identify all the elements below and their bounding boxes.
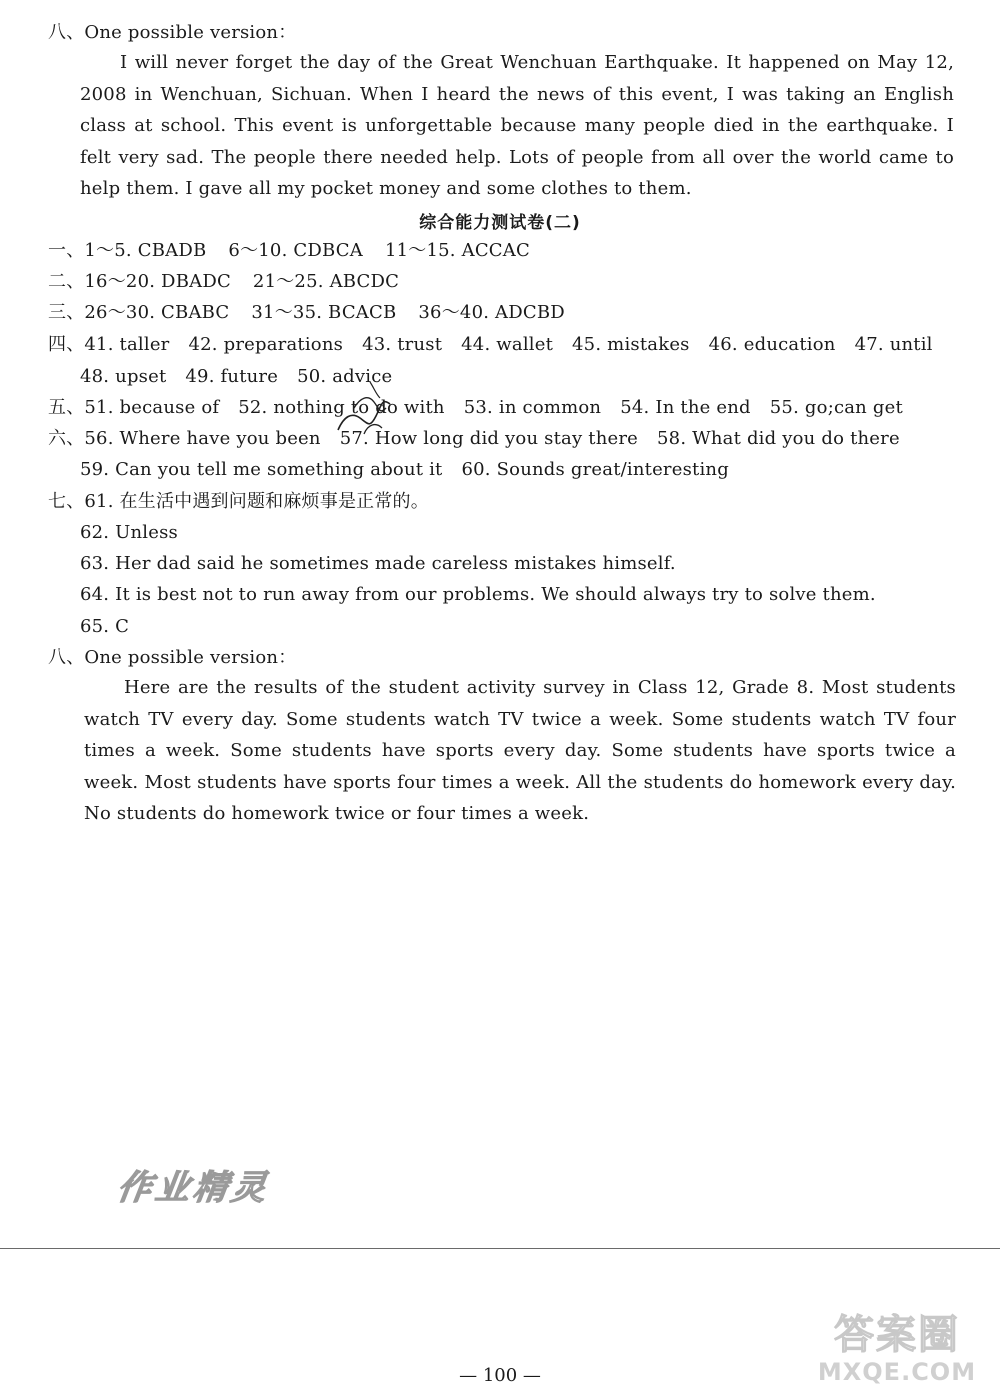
part4-label: 四、 [48,334,85,355]
part5-item: 52. nothing to do with [238,397,445,418]
part6-item: 57. How long did you stay there [339,428,639,449]
part1-c: 11～15. ACCAC [384,240,530,261]
part6-item: 59. Can you tell me something about it [80,459,443,480]
part3-a: 26～30. CBABC [84,302,230,323]
part2-b: 21～25. ABCDC [252,271,400,292]
part3-b: 31～35. BCACB [251,302,397,323]
part7-label: 七、 [48,491,85,512]
answers-part5 [48,397,903,419]
answers-part2 [48,271,399,293]
part5-label: 五、 [48,397,85,418]
part2-a: 16～20. DBADC [84,271,231,292]
part4-item: 45. mistakes [572,334,690,355]
part4-item: 50. advice [297,366,393,387]
answers-part3 [48,302,565,324]
part4-item: 49. future [185,366,279,387]
test-title: 综合能力测试卷(二) [419,213,581,233]
page-number: — 100 — [459,1365,541,1386]
watermark-logo: 作业精灵 [114,1168,273,1208]
part7-q65: 65. C [80,616,130,637]
section1-essay [80,47,954,205]
part4-item: 46. education [708,334,836,355]
part1-label: 一、 [48,240,85,261]
part5-item: 53. in common [463,397,602,418]
section2-heading: 八、One possible version： [48,647,297,668]
part4-item: 47. until [854,334,933,355]
part5-item: 54. In the end [620,397,751,418]
part7-q61: 61. 在生活中遇到问题和麻烦事是正常的。 [84,491,429,512]
part7-q63: 63. Her dad said he sometimes made careless mistakes himself. [80,553,676,574]
part5-item: 55. go;can get [769,397,903,418]
part7-q64: 64. It is best not to run away from our problems. We should always try to solve them. [80,584,876,605]
answers-part4-cont [80,366,392,388]
answers-part7 [48,491,429,513]
part1-a: 1～5. CBADB [84,240,207,261]
answers-part6-cont [80,459,729,481]
part4-item: 41. taller [84,334,170,355]
part5-item: 51. because of [84,397,220,418]
answers-part4 [48,334,933,356]
part4-item: 42. preparations [188,334,344,355]
section2-paragraph: Here are the results of the student activity survey in Class 12, Grade 8. Most students watch TV every day. Some students watch TV twice a week. Some students watch TV four times a week. Some students have sports every day. Some students have sports twice a week. Most students have sports four times a week. All the students do homework every day. No students do homework twice or four times a week. [84,677,956,824]
section1-paragraph: I will never forget the day of the Great Wenchuan Earthquake. It happened on May 12, 2008 in Wenchuan, Sichuan. When I heard the news of this event, I was taking an English class at school. This event is unforgettable because many people died in the earthquake. I felt very sad. The people there needed help. Lots of people from all over the world came to help them. I gave all my pocket money and some clothes to them. [80,52,954,199]
answers-part6 [48,428,900,450]
part6-item: 58. What did you do there [657,428,900,449]
part6-label: 六、 [48,428,85,449]
part6-item: 56. Where have you been [84,428,321,449]
section2-essay [84,672,956,830]
corner-watermark-small: MXQE.COM [817,1358,977,1386]
part4-item: 48. upset [80,366,167,387]
part7-q62: 62. Unless [80,522,178,543]
part3-c: 36～40. ADCBD [418,302,565,323]
footer-rule [0,1248,1000,1249]
part4-item: 44. wallet [461,334,554,355]
part6-item: 60. Sounds great/interesting [461,459,729,480]
corner-watermark [802,1312,992,1394]
section1-heading: 八、One possible version： [48,22,297,43]
corner-watermark-big: 答案圈 [834,1312,960,1358]
part2-label: 二、 [48,271,85,292]
part4-item: 43. trust [362,334,443,355]
answers-part1 [48,240,530,262]
part1-b: 6～10. CDBCA [228,240,363,261]
part3-label: 三、 [48,302,85,323]
